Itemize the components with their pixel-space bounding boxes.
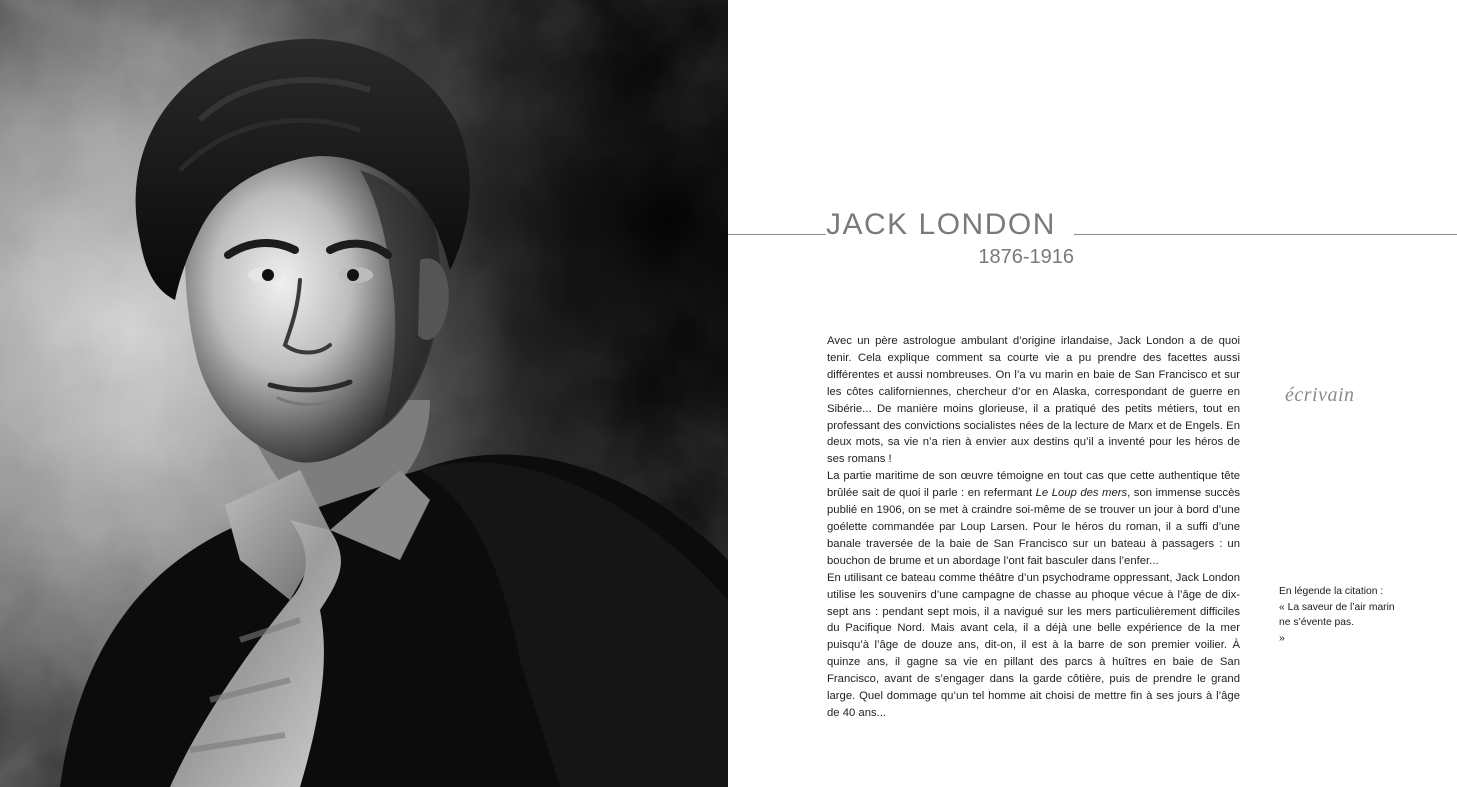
biography-paragraph-3: En utilisant ce bateau comme théâtre d’un psychodrame oppressant, Jack London utilise les souvenirs d’une campagne de chasse au phoque vécue à l’âge de dix-sept ans : pendant sept mois, il a navigué sur les mers particulièrement difficiles du Pacifique Nord. Mais avant cela, il a déjà une belle expérience de la mer puisqu’à l’âge de douze ans, dit-on, il est à la barre de son premier voilier. À quinze ans, il gagne sa vie en pillant des parcs à huîtres en baie de San Francisco, avant de s’engager dans la garde côtière, puis de prendre le grand large. Quel dommage qu’un tel homme ait choisi de mettre fin à ses jours à l’âge de 40 ans... [827, 571, 1240, 719]
biography-paragraph-2-end: , son immense succès publié en 1906, on se met à craindre soi-même de se trouver un jour à bord d’une goélette commandée par Loup Larsen. Pour le héros du roman, il a suffi d’une banale traversée de la baie de San Francisco sur un bateau à passagers : un bouchon de brume et un abordage l’ont fait basculer dans l’enfer... [827, 487, 1241, 567]
portrait-photo [0, 0, 728, 787]
caption-line-3: » [1279, 632, 1285, 644]
biography-paragraph-2 [827, 468, 1240, 569]
caption-line-2: « La saveur de l’air marin ne s’évente pas. [1279, 601, 1395, 628]
title-rule-right [1074, 234, 1457, 235]
book-title: Le Loup des mers [1035, 487, 1128, 500]
life-dates: 1876-1916 [978, 246, 1074, 268]
title-rule-left [728, 234, 826, 235]
biography-paragraph-2-start: La partie maritime de son œuvre témoigne en tout cas que cette authentique tête brûlée sait de quoi il parle : en refermant [827, 470, 1240, 500]
photo-caption [1279, 584, 1404, 646]
role-label: écrivain [1285, 384, 1355, 406]
biography-text [827, 333, 1240, 722]
biography-paragraph-1: Avec un père astrologue ambulant d’origine irlandaise, Jack London a de quoi tenir. Cela explique comment sa courte vie a pu prendre des facettes aussi différentes et aussi nombreuses. On l’a vu marin en baie de San Francisco et sur les côtes californiennes, chercheur d’or en Alaska, correspondant de guerre en Sibérie... De manière moins glorieuse, il a pratiqué des petits métiers, tout en professant des convictions socialistes nées de la lecture de Marx et de Engels. En deux mots, sa vie n’a rien à envier aux destins qu’il a inventé pour les héros de ses romans ! [827, 335, 1240, 466]
page-title: JACK LONDON [826, 208, 1056, 241]
caption-line-1: En légende la citation : [1279, 586, 1384, 597]
